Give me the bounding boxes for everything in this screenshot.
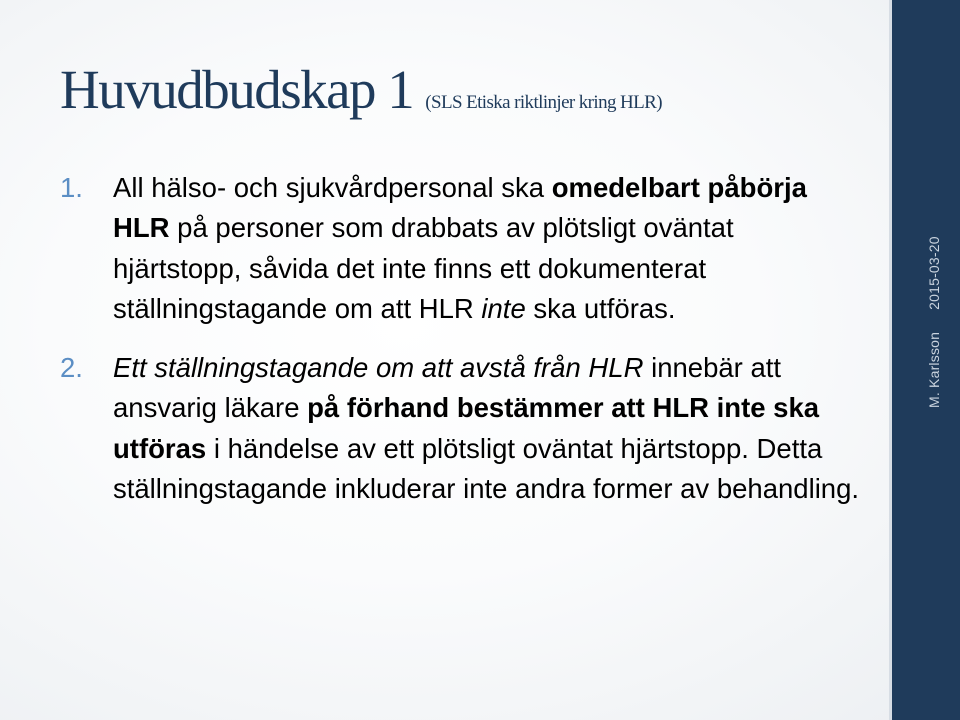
list-item-number: 2. bbox=[60, 352, 83, 384]
list-item bbox=[60, 348, 860, 509]
list-item-number: 1. bbox=[60, 172, 83, 203]
title-subtitle: (SLS Etiska riktlinjer kring HLR) bbox=[425, 92, 662, 113]
list-item-text bbox=[113, 348, 860, 509]
list-item bbox=[60, 168, 860, 329]
footer-author: M. Karlsson bbox=[926, 331, 942, 408]
title-main: Huvudbudskap 1 bbox=[60, 59, 414, 120]
text-segment: ska utföras. bbox=[525, 292, 676, 324]
italic-text-segment: inte bbox=[481, 292, 526, 324]
list-item-text bbox=[113, 168, 860, 329]
slide-footer bbox=[926, 236, 942, 408]
bold-text-segment: omedelbart påbörja HLR bbox=[113, 172, 807, 244]
slide-title bbox=[60, 58, 662, 121]
text-segment: på personer som drabbats av plötsligt oväntat hjärtstopp, såvida det inte finns ett dokumenterat ställningstagande om att HLR bbox=[113, 212, 734, 324]
footer-date: 2015-03-20 bbox=[926, 236, 942, 310]
italic-text-segment: Ett ställningstagande om att avstå från HLR bbox=[113, 352, 644, 384]
content-list bbox=[60, 168, 860, 509]
text-segment: i händelse av ett plötsligt oväntat hjärtstopp. Detta ställningstagande inkluderar inte andra former av behandling. bbox=[113, 432, 860, 505]
text-segment: All hälso- och sjukvårdpersonal ska bbox=[113, 172, 552, 203]
bold-text-segment: på förhand bestämmer att HLR inte ska utföras bbox=[113, 392, 820, 464]
text-segment: innebär att ansvarig läkare bbox=[113, 352, 782, 424]
